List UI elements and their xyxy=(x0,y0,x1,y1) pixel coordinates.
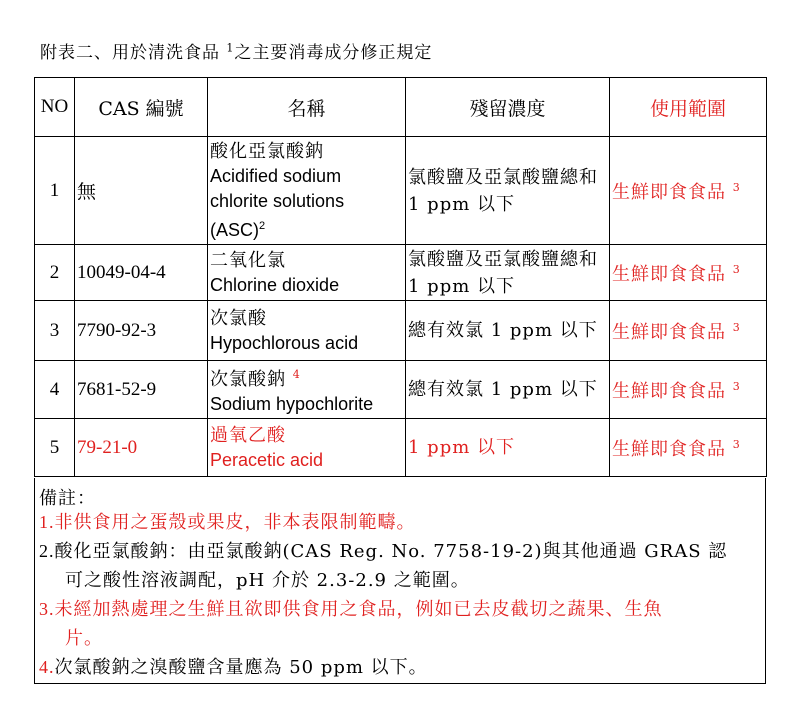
header-scope: 使用範圍 xyxy=(610,78,767,137)
table-row xyxy=(35,419,767,477)
row-cas: 7681-52-9 xyxy=(75,361,208,419)
name-en: Chlorine dioxide xyxy=(210,274,340,295)
name-en: Sodium hypochlorite xyxy=(210,394,374,414)
row-scope: 生鮮即食食品 $^3$ xyxy=(610,419,767,477)
table-row xyxy=(35,137,767,245)
row-residue: 總有效氯 1 ppm 以下 xyxy=(406,301,610,361)
row-name xyxy=(208,245,406,301)
row-scope: 生鮮即食食品 $^3$ xyxy=(610,361,767,419)
row-no: 4 xyxy=(35,361,75,419)
name-zh: 酸化亞氯酸鈉 xyxy=(210,140,324,162)
scope-footnote-ref: 3 xyxy=(732,379,741,393)
row-no: 1 xyxy=(35,137,75,245)
row-scope: 生鮮即食食品 $^3$ xyxy=(610,301,767,361)
name-footnote-ref: 4 xyxy=(292,368,301,381)
disinfectant-table xyxy=(34,77,767,477)
header-residue: 殘留濃度 xyxy=(406,78,610,137)
row-name xyxy=(208,137,406,245)
header-name: 名稱 xyxy=(208,78,406,137)
row-no: 3 xyxy=(35,301,75,361)
row-no: 2 xyxy=(35,245,75,301)
note-1: 1.非供食用之蛋殼或果皮，非本表限制範疇。 xyxy=(39,512,416,533)
header-cas: CAS 編號 xyxy=(75,78,208,137)
row-name xyxy=(208,301,406,361)
name-zh: 二氧化氯 xyxy=(210,249,286,271)
row-residue: 1 ppm 以下 xyxy=(406,419,610,477)
row-residue: 總有效氯 1 ppm 以下 xyxy=(406,361,610,419)
row-scope: 生鮮即食食品 $^3$ xyxy=(610,137,767,245)
title-text: 附表二、用於清洗食品 xyxy=(40,43,220,63)
row-cas: 7790-92-3 xyxy=(75,301,208,361)
row-cas: 79-21-0 xyxy=(75,419,208,477)
header-no: NO xyxy=(35,78,75,137)
name-zh: 次氯酸 xyxy=(210,307,267,329)
row-cas: 無 xyxy=(75,137,208,245)
name-en: Acidified sodium chlorite solutions (ASC)$^2$ xyxy=(210,165,345,240)
row-name xyxy=(208,361,406,419)
scope-footnote-ref: 3 xyxy=(732,262,741,276)
note-2: 2.酸化亞氯酸鈉：由亞氯酸鈉(CAS Reg. No. 7758-19-2)與其他通過 GRAS 認 可之酸性溶液調配，pH 介於 2.3-2.9 之範圍。 xyxy=(39,541,728,591)
title-tail: 之主要消毒成分修正規定 xyxy=(234,43,433,63)
name-zh: 次氯酸鈉 $^4$ xyxy=(210,368,301,390)
name-en: Hypochlorous acid xyxy=(210,332,359,353)
row-residue: 氯酸鹽及亞氯酸鹽總和 1 ppm 以下 xyxy=(406,137,610,245)
title-footnote-ref: 1 xyxy=(226,41,235,55)
name-footnote-ref: 2 xyxy=(259,219,266,232)
table-row xyxy=(35,245,767,301)
note-3: 3.未經加熱處理之生鮮且欲即供食用之食品，例如已去皮截切之蔬果、生魚 片。 xyxy=(39,599,663,649)
page-title xyxy=(40,38,432,63)
header-row xyxy=(35,78,767,137)
notes-box xyxy=(34,478,766,684)
table-row xyxy=(35,301,767,361)
row-name xyxy=(208,419,406,477)
scope-footnote-ref: 3 xyxy=(732,180,741,194)
notes-heading: 備註： xyxy=(39,488,96,509)
scope-footnote-ref: 3 xyxy=(732,437,741,451)
name-en: Peracetic acid xyxy=(210,449,324,470)
row-residue: 氯酸鹽及亞氯酸鹽總和 1 ppm 以下 xyxy=(406,245,610,301)
row-scope: 生鮮即食食品 $^3$ xyxy=(610,245,767,301)
scope-footnote-ref: 3 xyxy=(732,320,741,334)
row-no: 5 xyxy=(35,419,75,477)
table-row xyxy=(35,361,767,419)
name-zh: 過氧乙酸 xyxy=(210,424,286,446)
row-cas: 10049-04-4 xyxy=(75,245,208,301)
note-4: 4.次氯酸鈉之溴酸鹽含量應為 50 ppm 以下。 xyxy=(39,657,428,678)
